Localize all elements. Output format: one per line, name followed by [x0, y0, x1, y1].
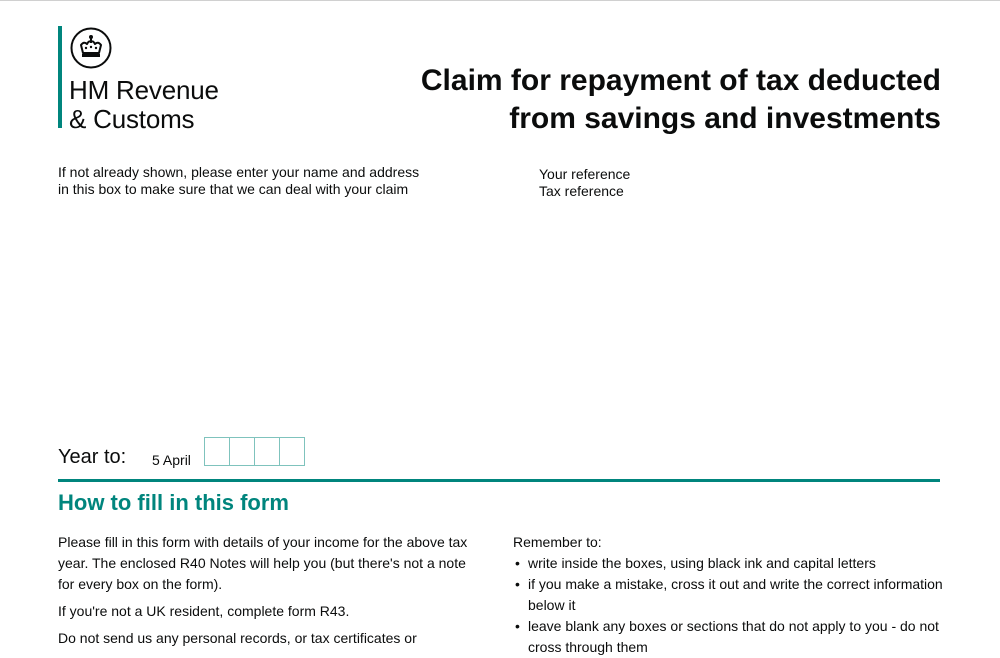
- year-digit-box-3[interactable]: [254, 437, 280, 466]
- year-digit-box-1[interactable]: [204, 437, 230, 466]
- section-divider: [58, 479, 940, 482]
- remember-list: [513, 553, 943, 658]
- name-address-instruction-line-2: in this box to make sure that we can deal with your claim: [58, 181, 409, 197]
- hmrc-logo-text: [69, 76, 219, 134]
- remember-list-item: • write inside the boxes, using black ink and capital letters: [513, 553, 943, 574]
- year-digit-box-2[interactable]: [229, 437, 255, 466]
- royal-crest-icon: [70, 27, 112, 69]
- instructions-left-column: [58, 532, 478, 655]
- form-title: [421, 62, 941, 138]
- instructions-paragraph-2: If you're not a UK resident, complete form R43.: [58, 603, 350, 619]
- instructions-paragraph-3: Do not send us any personal records, or tax certificates or: [58, 630, 417, 646]
- instructions-paragraph-1: Please fill in this form with details of your income for the above tax year. The enclosed R40 Notes will help you (but there's not a note for every box on the form).: [58, 534, 468, 592]
- form-title-line-1: Claim for repayment of tax deducted: [420, 64, 941, 97]
- section-heading: How to fill in this form: [58, 490, 289, 515]
- name-address-instruction-line-1: If not already shown, please enter your name and address: [58, 164, 420, 180]
- instructions-right-column: [513, 532, 943, 658]
- tax-reference-label: Tax reference: [539, 183, 624, 199]
- page-top-border: [0, 0, 1000, 1]
- logo-line-2: & Customs: [69, 104, 195, 134]
- logo-accent-bar: [58, 26, 62, 128]
- year-digit-box-4[interactable]: [279, 437, 305, 466]
- name-address-instruction: [58, 164, 419, 198]
- your-reference-label: Your reference: [539, 166, 631, 182]
- remember-list-item: • if you make a mistake, cross it out and write the correct information below it: [513, 574, 943, 616]
- year-input-boxes: [204, 437, 304, 466]
- remember-list-item: • leave blank any boxes or sections that do not apply to you - do not cross through them: [513, 616, 943, 658]
- reference-block: [539, 166, 630, 200]
- logo-line-1: HM Revenue: [69, 75, 219, 105]
- year-to-label: Year to:: [58, 446, 127, 468]
- year-to-date: 5 April: [152, 452, 191, 468]
- form-title-line-2: from savings and investments: [509, 102, 941, 135]
- remember-heading: Remember to:: [513, 534, 602, 550]
